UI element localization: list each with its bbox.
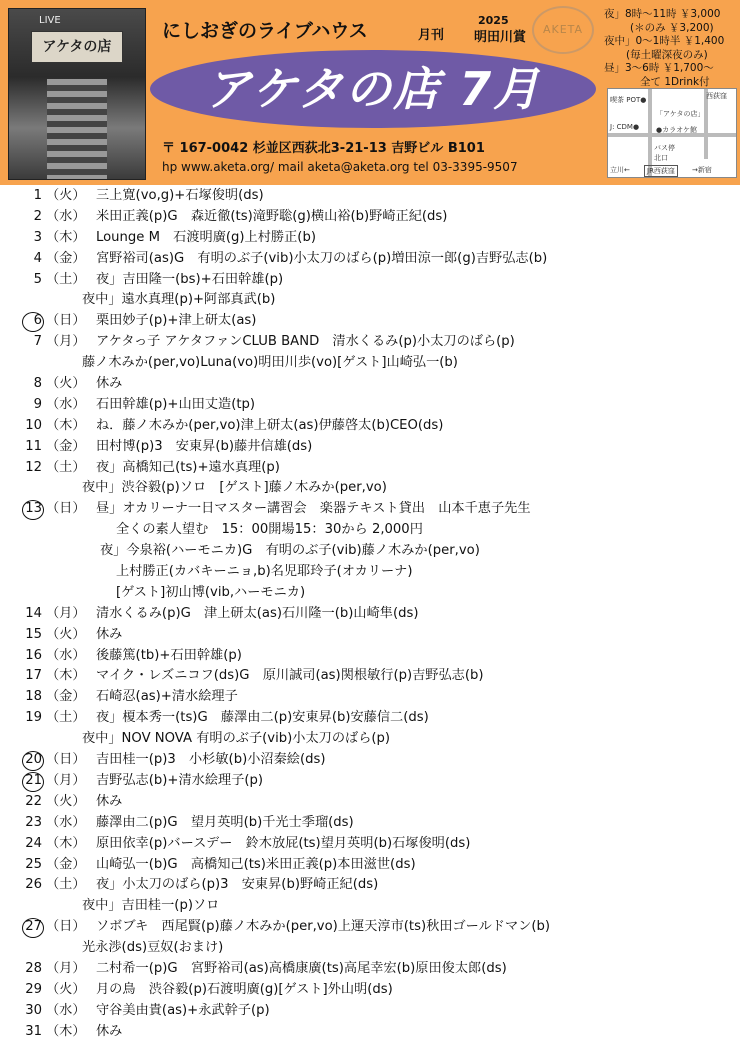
event-description: ね．藤ノ木みか(per,vo)津上研太(as)伊藤啓太(b)CEO(ds) <box>96 417 444 433</box>
day-number: 8 <box>33 376 42 392</box>
day-number: 9 <box>33 396 42 412</box>
schedule-row <box>20 1001 735 1022</box>
event-description: 守谷美由貴(as)+永武幹子(p) <box>96 1002 270 1018</box>
hours-line: (毎土曜深夜のみ) <box>626 48 708 61</box>
day-of-week: （水） <box>46 647 86 663</box>
day-number: 12 <box>25 459 42 475</box>
day-number-circled: 21 <box>20 771 42 792</box>
day-of-week: （月） <box>46 960 86 976</box>
day-of-week: （月） <box>46 772 86 788</box>
day-number: 14 <box>25 605 42 621</box>
day-of-week: （金） <box>46 689 86 705</box>
day-of-week: （木） <box>46 1023 86 1039</box>
hours-line: 夜」8時～11時 ￥3,000 <box>604 8 721 20</box>
event-description: 藤澤由二(p)G 望月英明(b)千光士季瑠(ds) <box>96 814 354 830</box>
day-number: 23 <box>25 814 42 830</box>
day-of-week: （日） <box>46 919 86 935</box>
aketa-stamp-logo: AKETA <box>532 6 594 54</box>
event-description: 休み <box>96 376 123 392</box>
day-of-week: （水） <box>46 208 86 224</box>
contact-info: hp www.aketa.org/ mail aketa@aketa.org tel 03-3395-9507 <box>162 160 518 174</box>
schedule-row <box>20 646 735 667</box>
map-north-label: 北口 <box>654 154 668 162</box>
award-year: 2025 <box>478 14 509 27</box>
event-description: 石崎忍(as)+清水絵理子 <box>96 689 238 705</box>
schedule-row <box>20 980 735 1001</box>
day-number: 15 <box>25 626 42 642</box>
day-number: 4 <box>33 250 42 266</box>
event-description: 休み <box>96 626 123 642</box>
day-of-week: （金） <box>46 250 86 266</box>
tagline: にしおぎのライブハウス <box>162 20 368 42</box>
schedule-row <box>20 416 735 437</box>
day-number: 7 <box>33 334 42 350</box>
day-of-week: （月） <box>46 605 86 621</box>
day-of-week: （火） <box>46 376 86 392</box>
storefront-photo <box>8 8 146 180</box>
schedule-row <box>20 311 735 332</box>
day-of-week: （土） <box>46 877 86 893</box>
map-shinjuku-label: →新宿 <box>692 166 712 174</box>
event-description: 清水くるみ(p)G 津上研太(as)石川隆一(b)山崎隼(ds) <box>96 605 419 621</box>
hours-line: 夜中」0～1時半 ￥1,400 <box>604 35 725 47</box>
schedule-row <box>20 437 735 458</box>
day-of-week: （日） <box>46 752 86 768</box>
event-description: 宮野裕司(as)G 有明のぶ子(vib)小太刀のばら(p)増田涼一郎(g)吉野弘志(b) <box>96 250 548 266</box>
map-cdm-label: J: CDM● <box>610 123 640 131</box>
event-description: 休み <box>96 793 123 809</box>
event-description: 山崎弘一(b)G 高橋知己(ts)米田正義(p)本田滋世(ds) <box>96 856 416 872</box>
map-cafe-label: 喫茶 POT● <box>610 96 647 104</box>
day-number: 19 <box>25 710 42 726</box>
schedule-row <box>20 395 735 416</box>
event-description: 月の鳥 渋谷毅(p)石渡明廣(g)[ゲスト]外山明(ds) <box>96 981 393 997</box>
day-of-week: （日） <box>46 501 86 517</box>
schedule-row <box>20 374 735 395</box>
map-station-label: JR西荻窪 <box>644 165 678 177</box>
day-number: 25 <box>25 856 42 872</box>
schedule-row <box>20 625 735 646</box>
hours-line: 昼」3～6時 ￥1,700～ <box>604 62 714 74</box>
day-number: 5 <box>33 271 42 287</box>
day-number: 18 <box>25 689 42 705</box>
schedule-row <box>20 270 735 291</box>
schedule-row <box>20 855 735 876</box>
event-description: 夜」高橋知己(ts)+遠水真理(p) <box>96 459 280 475</box>
schedule-continuation: [ゲスト]初山博(vib,ハーモニカ) <box>116 584 306 600</box>
day-of-week: （土） <box>46 710 86 726</box>
day-of-week: （金） <box>46 438 86 454</box>
event-description: 吉田桂一(p)3 小杉敏(b)小沼秦絵(ds) <box>96 752 326 768</box>
event-description: アケタっ子 アケタファンCLUB BAND 清水くるみ(p)小太刀のばら(p) <box>96 334 515 350</box>
schedule-row <box>20 666 735 687</box>
day-number: 26 <box>25 877 42 893</box>
day-number: 28 <box>25 960 42 976</box>
day-number: 24 <box>25 835 42 851</box>
schedule-row <box>20 813 735 834</box>
photo-live-sign: LIVE <box>39 15 61 26</box>
event-description: 後藤篤(tb)+石田幹雄(p) <box>96 647 242 663</box>
schedule-continuation: 夜中」NOV NOVA 有明のぶ子(vib)小太刀のばら(p) <box>82 731 391 747</box>
event-description: 夜」小太刀のばら(p)3 安東昇(b)野崎正紀(ds) <box>96 877 379 893</box>
event-description: 米田正義(p)G 森近徹(ts)滝野聡(g)横山裕(b)野崎正紀(ds) <box>96 208 448 224</box>
schedule-row <box>20 750 735 771</box>
event-description: 吉野弘志(b)+清水絵理子(p) <box>96 772 264 788</box>
photo-shop-sign: アケタの店 <box>31 31 123 63</box>
monthly-label: 月刊 <box>418 28 445 43</box>
hours-line: 全て 1Drink付 <box>640 75 710 88</box>
schedule-row <box>20 875 735 896</box>
photo-stairs <box>47 79 107 179</box>
event-description: 原田依幸(p)バースデー 鈴木放屁(ts)望月英明(b)石塚俊明(ds) <box>96 835 471 851</box>
schedule-continuation: 光永渉(ds)豆奴(おまけ) <box>82 940 224 956</box>
schedule-continuation: 全くの素人望む 15：00開場15：30から 2,000円 <box>116 522 423 538</box>
event-description: 夜」吉田隆一(bs)+石田幹雄(p) <box>96 271 284 287</box>
schedule-row <box>20 708 735 729</box>
map-karaoke-label: ●カラオケ館 <box>656 126 697 134</box>
day-number: 2 <box>33 208 42 224</box>
schedule-row <box>20 249 735 270</box>
day-number: 30 <box>25 1002 42 1018</box>
day-of-week: （日） <box>46 313 86 329</box>
map-tachikawa-label: 立川← <box>610 166 630 174</box>
day-number-circled: 27 <box>20 917 42 938</box>
schedule-list <box>20 186 735 1043</box>
address: 〒 167-0042 杉並区西荻北3-21-13 吉野ビル B101 <box>162 141 485 156</box>
day-of-week: （火） <box>46 981 86 997</box>
day-of-week: （土） <box>46 459 86 475</box>
day-number: 22 <box>25 793 42 809</box>
day-of-week: （火） <box>46 188 86 203</box>
schedule-row <box>20 792 735 813</box>
schedule-row <box>20 458 735 479</box>
event-description: 田村博(p)3 安東昇(b)藤井信雄(ds) <box>96 438 313 454</box>
event-description: 二村希一(p)G 宮野裕司(as)高橋康廣(ts)高尾幸宏(b)原田俊太郎(ds) <box>96 960 507 976</box>
header-banner <box>0 0 740 185</box>
schedule-row <box>20 834 735 855</box>
day-number: 16 <box>25 647 42 663</box>
day-number: 17 <box>25 668 42 684</box>
access-map <box>607 88 737 178</box>
day-of-week: （金） <box>46 856 86 872</box>
day-number: 31 <box>25 1023 42 1039</box>
schedule-row <box>20 228 735 249</box>
day-of-week: （木） <box>46 417 86 433</box>
day-of-week: （火） <box>46 793 86 809</box>
price-hours <box>604 8 736 89</box>
day-of-week: （水） <box>46 396 86 412</box>
map-ward-label: 西荻窪 <box>706 92 727 100</box>
schedule-row <box>20 771 735 792</box>
map-road <box>648 89 652 177</box>
day-number-circled: 20 <box>20 750 42 771</box>
map-aketa-label: 「アケタの店」 <box>656 110 705 118</box>
day-of-week: （木） <box>46 835 86 851</box>
day-number: 10 <box>25 417 42 433</box>
day-of-week: （月） <box>46 334 86 350</box>
day-of-week: （火） <box>46 626 86 642</box>
schedule-row <box>20 959 735 980</box>
event-description: 栗田妙子(p)+津上研太(as) <box>96 313 257 329</box>
day-number: 1 <box>33 188 42 203</box>
hours-line: (＊のみ ￥3,200) <box>630 21 714 34</box>
day-number: 29 <box>25 981 42 997</box>
schedule-row <box>20 186 735 207</box>
schedule-row <box>20 917 735 938</box>
event-description: 昼」オカリーナ一日マスター講習会 楽器テキスト貸出 山本千恵子先生 <box>96 501 531 517</box>
event-description: Lounge M 石渡明廣(g)上村勝正(b) <box>96 229 316 245</box>
schedule-row <box>20 332 735 353</box>
event-description: 夜」榎本秀一(ts)G 藤澤由二(p)安東昇(b)安藤信二(ds) <box>96 710 429 726</box>
schedule-row <box>20 687 735 708</box>
event-description: 石田幹雄(p)+山田丈造(tp) <box>96 396 256 412</box>
day-number-circled: 6 <box>20 311 42 332</box>
day-of-week: （木） <box>46 229 86 245</box>
day-of-week: （水） <box>46 1002 86 1018</box>
day-of-week: （木） <box>46 668 86 684</box>
day-number: 3 <box>33 229 42 245</box>
schedule-row <box>20 499 735 520</box>
event-description: マイク・レズニコフ(ds)G 原川誠司(as)関根敏行(p)吉野弘志(b) <box>96 668 484 684</box>
schedule-continuation: 夜中」遠水真理(p)+阿部真武(b) <box>82 292 276 308</box>
map-bus-label: バス停 <box>654 144 675 152</box>
award-label: 明田川賞 <box>474 30 527 45</box>
schedule-row <box>20 1022 735 1043</box>
schedule-continuation: 夜中」吉田桂一(p)ソロ <box>82 898 220 914</box>
schedule-continuation: 藤ノ木みか(per,vo)Luna(vo)明田川歩(vo)[ゲスト]山崎弘一(b) <box>82 355 458 371</box>
schedule-row <box>20 604 735 625</box>
schedule-continuation: 夜中」渋谷毅(p)ソロ [ゲスト]藤ノ木みか(per,vo) <box>82 480 387 496</box>
event-description: ソボブキ 西尾賢(p)藤ノ木みか(per,vo)上運天淳市(ts)秋田ゴールドマン(b) <box>96 919 550 935</box>
schedule-continuation: 上村勝正(カバキーニョ,b)名児耶玲子(オカリーナ) <box>116 564 413 580</box>
day-number: 11 <box>25 438 42 454</box>
page-title: アケタの店 7月 <box>204 62 542 116</box>
event-description: 休み <box>96 1023 123 1039</box>
schedule-row <box>20 207 735 228</box>
event-description: 三上寛(vo,g)+石塚俊明(ds) <box>96 188 264 203</box>
schedule-continuation: 夜」今泉裕(ハーモニカ)G 有明のぶ子(vib)藤ノ木みか(per,vo) <box>100 543 480 559</box>
day-of-week: （土） <box>46 271 86 287</box>
day-number-circled: 13 <box>20 499 42 520</box>
day-of-week: （水） <box>46 814 86 830</box>
